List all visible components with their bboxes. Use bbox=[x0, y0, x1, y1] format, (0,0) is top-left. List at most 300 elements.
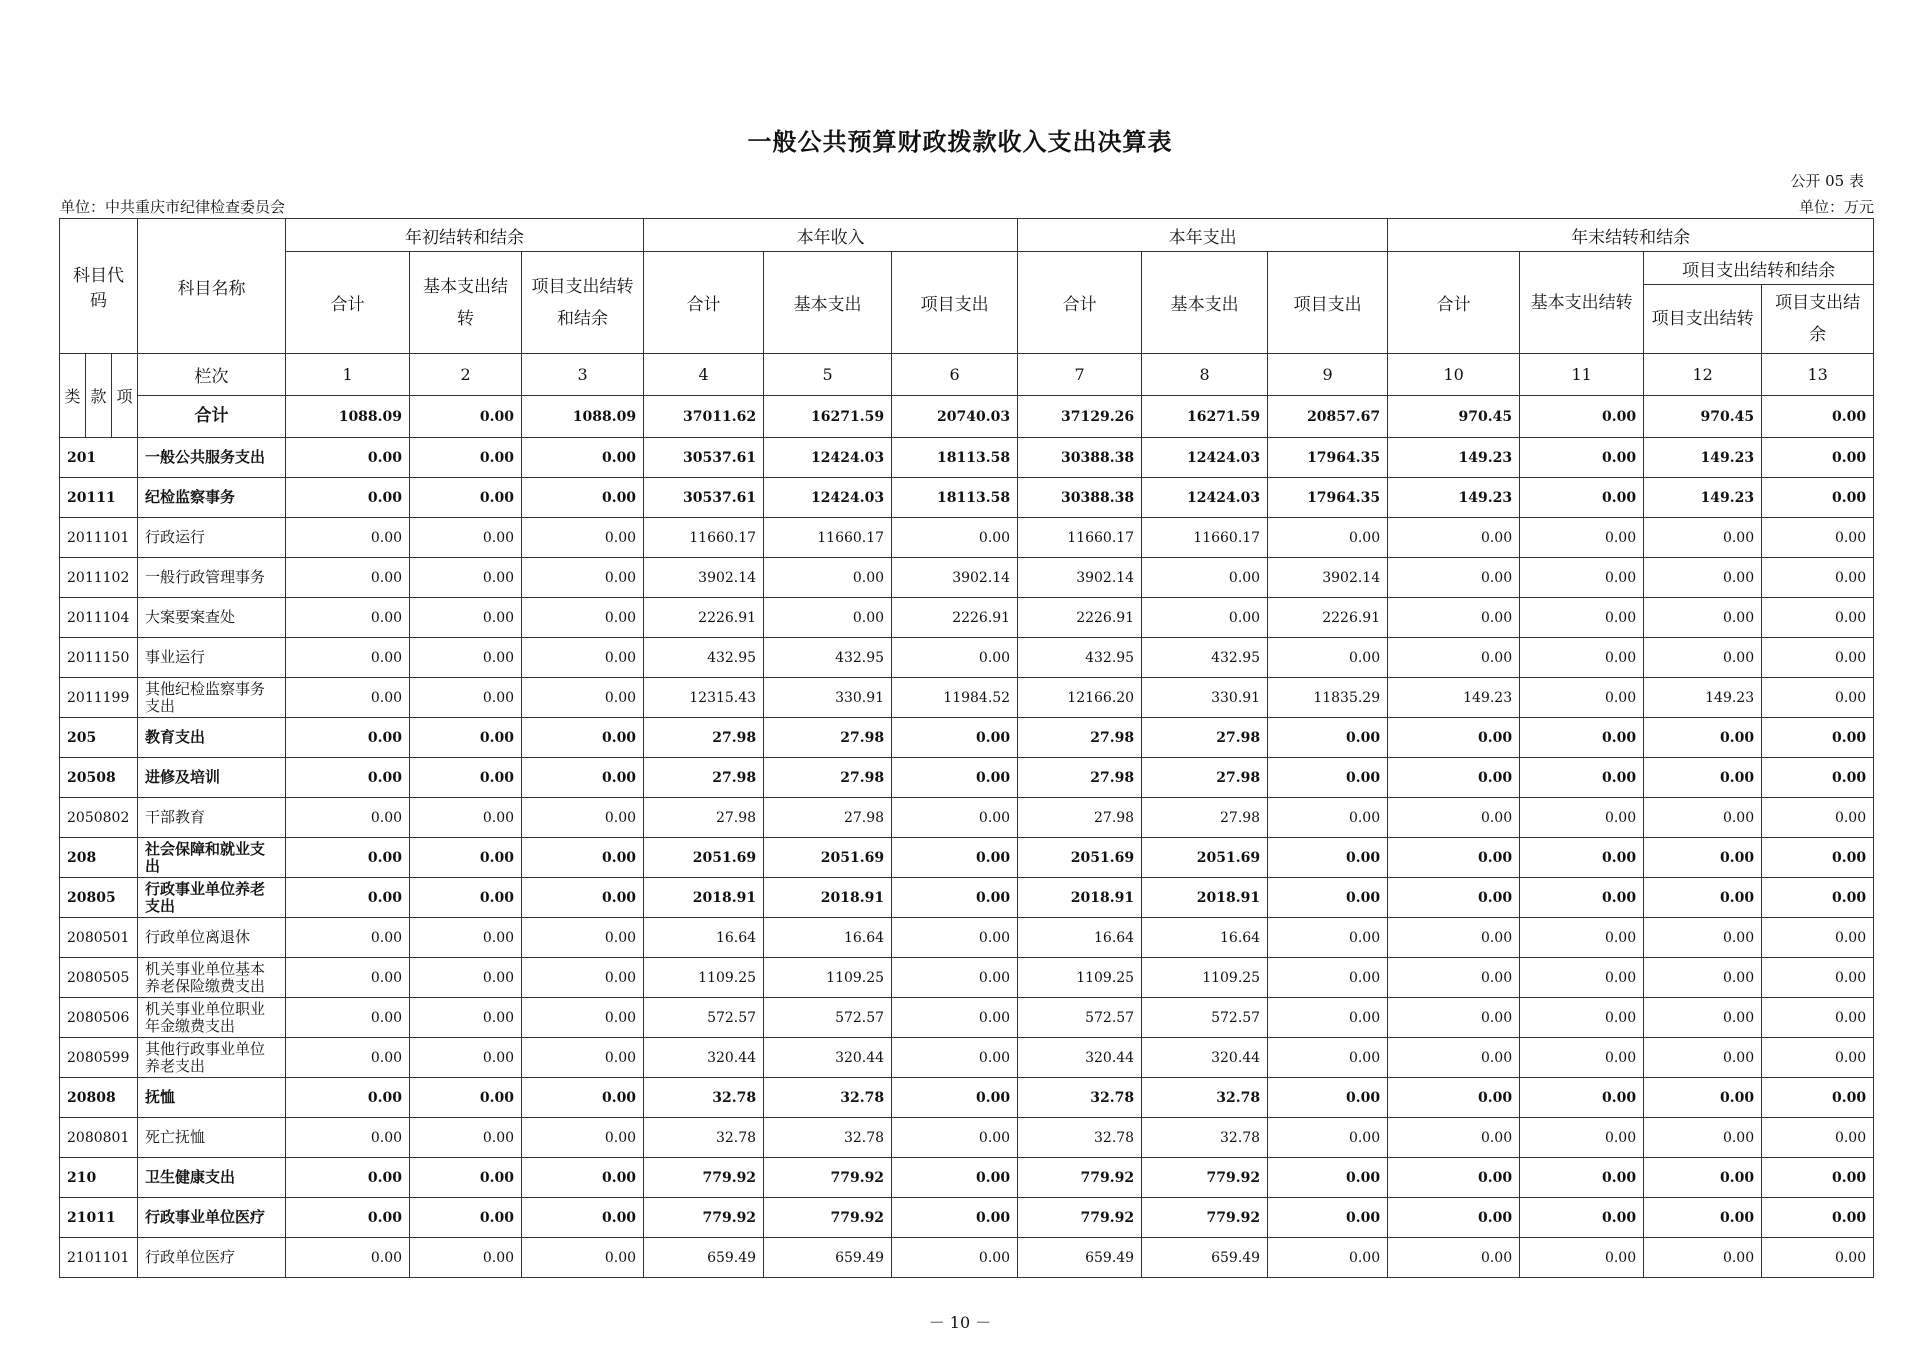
cell-value: 0.00 bbox=[892, 798, 1018, 838]
total-value: 970.45 bbox=[1644, 396, 1762, 438]
cell-value: 0.00 bbox=[286, 518, 410, 558]
cell-value: 0.00 bbox=[1644, 1078, 1762, 1118]
total-value: 16271.59 bbox=[764, 396, 892, 438]
total-row bbox=[60, 396, 1874, 438]
cell-value: 32.78 bbox=[644, 1078, 764, 1118]
column-number: 3 bbox=[522, 354, 644, 396]
subject-code: 21011 bbox=[60, 1198, 138, 1238]
cell-value: 0.00 bbox=[1520, 718, 1644, 758]
cell-value: 0.00 bbox=[1142, 558, 1268, 598]
cell-value: 0.00 bbox=[410, 638, 522, 678]
cell-value: 0.00 bbox=[410, 798, 522, 838]
cell-value: 2018.91 bbox=[764, 878, 892, 918]
cell-value: 18113.58 bbox=[892, 478, 1018, 518]
column-label: 栏次 bbox=[138, 354, 286, 396]
cell-value: 0.00 bbox=[1520, 1238, 1644, 1278]
cell-value: 572.57 bbox=[764, 998, 892, 1038]
subject-code: 2080505 bbox=[60, 958, 138, 998]
cell-value: 0.00 bbox=[286, 1198, 410, 1238]
cell-value: 0.00 bbox=[410, 518, 522, 558]
cell-value: 0.00 bbox=[1388, 1078, 1520, 1118]
cell-value: 0.00 bbox=[1520, 518, 1644, 558]
subject-code: 2080599 bbox=[60, 1038, 138, 1078]
cell-value: 16.64 bbox=[644, 918, 764, 958]
cell-value: 17964.35 bbox=[1268, 478, 1388, 518]
cell-value: 0.00 bbox=[764, 598, 892, 638]
cell-value: 149.23 bbox=[1388, 678, 1520, 718]
cell-value: 0.00 bbox=[1520, 598, 1644, 638]
cell-value: 11660.17 bbox=[1142, 518, 1268, 558]
cell-value: 0.00 bbox=[1644, 1238, 1762, 1278]
cell-value: 0.00 bbox=[1268, 838, 1388, 878]
cell-value: 2018.91 bbox=[1142, 878, 1268, 918]
cell-value: 572.57 bbox=[644, 998, 764, 1038]
cell-value: 0.00 bbox=[1268, 718, 1388, 758]
column-number: 9 bbox=[1268, 354, 1388, 396]
cell-value: 27.98 bbox=[1142, 718, 1268, 758]
column-number: 5 bbox=[764, 354, 892, 396]
cell-value: 0.00 bbox=[286, 1078, 410, 1118]
subject-code: 2101101 bbox=[60, 1238, 138, 1278]
cell-value: 0.00 bbox=[1762, 1118, 1874, 1158]
cell-value: 0.00 bbox=[1762, 1038, 1874, 1078]
cell-value: 0.00 bbox=[286, 838, 410, 878]
cell-value: 0.00 bbox=[1388, 758, 1520, 798]
cell-value: 0.00 bbox=[286, 1038, 410, 1078]
cell-value: 16.64 bbox=[1018, 918, 1142, 958]
unit-currency: 单位：万元 bbox=[1798, 198, 1874, 216]
cell-value: 0.00 bbox=[1762, 878, 1874, 918]
cell-value: 3902.14 bbox=[1268, 558, 1388, 598]
cell-value: 3902.14 bbox=[1018, 558, 1142, 598]
cell-value: 0.00 bbox=[286, 718, 410, 758]
cell-value: 0.00 bbox=[1520, 678, 1644, 718]
cell-value: 1109.25 bbox=[1142, 958, 1268, 998]
cell-value: 0.00 bbox=[1762, 718, 1874, 758]
cell-value: 0.00 bbox=[1762, 758, 1874, 798]
total-value: 0.00 bbox=[1520, 396, 1644, 438]
cell-value: 0.00 bbox=[1388, 598, 1520, 638]
subject-name: 行政事业单位养老支出 bbox=[138, 878, 286, 918]
cell-value: 30537.61 bbox=[644, 438, 764, 478]
cell-value: 0.00 bbox=[1644, 878, 1762, 918]
cell-value: 0.00 bbox=[1520, 1198, 1644, 1238]
cell-value: 0.00 bbox=[1520, 438, 1644, 478]
cell-value: 0.00 bbox=[1762, 1158, 1874, 1198]
cell-value: 18113.58 bbox=[892, 438, 1018, 478]
cell-value: 0.00 bbox=[892, 1158, 1018, 1198]
cell-value: 2226.91 bbox=[1018, 598, 1142, 638]
cell-value: 0.00 bbox=[1388, 1038, 1520, 1078]
cell-value: 0.00 bbox=[286, 878, 410, 918]
cell-value: 0.00 bbox=[286, 918, 410, 958]
cell-value: 0.00 bbox=[286, 1158, 410, 1198]
cell-value: 0.00 bbox=[522, 558, 644, 598]
total-value: 20740.03 bbox=[892, 396, 1018, 438]
cell-value: 0.00 bbox=[522, 518, 644, 558]
cell-value: 0.00 bbox=[410, 998, 522, 1038]
cell-value: 149.23 bbox=[1388, 478, 1520, 518]
header-income-total: 合计 bbox=[644, 252, 764, 354]
cell-value: 1109.25 bbox=[1018, 958, 1142, 998]
cell-value: 0.00 bbox=[1762, 918, 1874, 958]
subject-name: 社会保障和就业支出 bbox=[138, 838, 286, 878]
subject-name: 死亡抚恤 bbox=[138, 1118, 286, 1158]
table-row bbox=[60, 518, 1874, 558]
cell-value: 0.00 bbox=[1268, 1078, 1388, 1118]
cell-value: 12315.43 bbox=[644, 678, 764, 718]
total-value: 37011.62 bbox=[644, 396, 764, 438]
subject-name: 一般行政管理事务 bbox=[138, 558, 286, 598]
cell-value: 779.92 bbox=[1018, 1198, 1142, 1238]
header-end-group: 年末结转和结余 bbox=[1388, 219, 1874, 252]
cell-value: 0.00 bbox=[286, 598, 410, 638]
cell-value: 432.95 bbox=[1018, 638, 1142, 678]
cell-value: 0.00 bbox=[522, 1238, 644, 1278]
cell-value: 0.00 bbox=[1268, 1198, 1388, 1238]
subject-name: 行政运行 bbox=[138, 518, 286, 558]
column-number: 4 bbox=[644, 354, 764, 396]
cell-value: 27.98 bbox=[1142, 798, 1268, 838]
cell-value: 0.00 bbox=[1762, 1078, 1874, 1118]
table-row bbox=[60, 758, 1874, 798]
table-row bbox=[60, 1118, 1874, 1158]
cell-value: 0.00 bbox=[1762, 838, 1874, 878]
subject-code: 205 bbox=[60, 718, 138, 758]
cell-value: 2051.69 bbox=[1018, 838, 1142, 878]
cell-value: 0.00 bbox=[522, 1158, 644, 1198]
cell-value: 320.44 bbox=[764, 1038, 892, 1078]
cell-value: 0.00 bbox=[410, 558, 522, 598]
subject-code: 208 bbox=[60, 838, 138, 878]
cell-value: 0.00 bbox=[1268, 758, 1388, 798]
cell-value: 779.92 bbox=[1018, 1158, 1142, 1198]
cell-value: 0.00 bbox=[286, 638, 410, 678]
cell-value: 0.00 bbox=[522, 758, 644, 798]
cell-value: 27.98 bbox=[1018, 798, 1142, 838]
header-expense-group: 本年支出 bbox=[1018, 219, 1388, 252]
cell-value: 0.00 bbox=[1388, 838, 1520, 878]
subject-name: 行政单位医疗 bbox=[138, 1238, 286, 1278]
subject-code: 2080506 bbox=[60, 998, 138, 1038]
kind-xiang: 项 bbox=[112, 354, 138, 438]
cell-value: 0.00 bbox=[1520, 1118, 1644, 1158]
cell-value: 0.00 bbox=[1762, 558, 1874, 598]
subject-name: 大案要案查处 bbox=[138, 598, 286, 638]
header-end-total: 合计 bbox=[1388, 252, 1520, 354]
subject-name: 行政事业单位医疗 bbox=[138, 1198, 286, 1238]
cell-value: 0.00 bbox=[1644, 558, 1762, 598]
table-row bbox=[60, 1238, 1874, 1278]
cell-value: 2018.91 bbox=[644, 878, 764, 918]
cell-value: 0.00 bbox=[892, 718, 1018, 758]
cell-value: 0.00 bbox=[1520, 878, 1644, 918]
cell-value: 0.00 bbox=[410, 758, 522, 798]
cell-value: 0.00 bbox=[286, 958, 410, 998]
cell-value: 16.64 bbox=[1142, 918, 1268, 958]
column-number: 6 bbox=[892, 354, 1018, 396]
column-number: 13 bbox=[1762, 354, 1874, 396]
cell-value: 330.91 bbox=[764, 678, 892, 718]
page-title: 一般公共预算财政拨款收入支出决算表 bbox=[747, 127, 1173, 156]
table-row bbox=[60, 558, 1874, 598]
cell-value: 0.00 bbox=[286, 558, 410, 598]
column-number: 1 bbox=[286, 354, 410, 396]
header-end-project-carry: 项目支出结转 bbox=[1644, 285, 1762, 354]
cell-value: 27.98 bbox=[764, 798, 892, 838]
table-row bbox=[60, 678, 1874, 718]
cell-value: 0.00 bbox=[410, 718, 522, 758]
cell-value: 0.00 bbox=[1388, 1238, 1520, 1278]
cell-value: 0.00 bbox=[1388, 958, 1520, 998]
table-row bbox=[60, 878, 1874, 918]
cell-value: 0.00 bbox=[1762, 638, 1874, 678]
cell-value: 149.23 bbox=[1388, 438, 1520, 478]
cell-value: 3902.14 bbox=[644, 558, 764, 598]
cell-value: 659.49 bbox=[1018, 1238, 1142, 1278]
total-label: 合计 bbox=[138, 396, 286, 438]
cell-value: 0.00 bbox=[764, 558, 892, 598]
cell-value: 432.95 bbox=[1142, 638, 1268, 678]
cell-value: 0.00 bbox=[1644, 1158, 1762, 1198]
cell-value: 0.00 bbox=[410, 1198, 522, 1238]
subject-name: 进修及培训 bbox=[138, 758, 286, 798]
subject-name: 教育支出 bbox=[138, 718, 286, 758]
cell-value: 0.00 bbox=[1388, 878, 1520, 918]
cell-value: 0.00 bbox=[1644, 598, 1762, 638]
cell-value: 0.00 bbox=[1268, 518, 1388, 558]
cell-value: 0.00 bbox=[1762, 1198, 1874, 1238]
header-expense-total: 合计 bbox=[1018, 252, 1142, 354]
cell-value: 0.00 bbox=[1268, 958, 1388, 998]
cell-value: 0.00 bbox=[1644, 718, 1762, 758]
cell-value: 2051.69 bbox=[764, 838, 892, 878]
cell-value: 0.00 bbox=[892, 1118, 1018, 1158]
column-number: 10 bbox=[1388, 354, 1520, 396]
header-end-basic-carry: 基本支出结转 bbox=[1520, 252, 1644, 354]
cell-value: 149.23 bbox=[1644, 678, 1762, 718]
cell-value: 432.95 bbox=[764, 638, 892, 678]
subject-code: 201 bbox=[60, 438, 138, 478]
table-row bbox=[60, 918, 1874, 958]
subject-code: 20111 bbox=[60, 478, 138, 518]
cell-value: 0.00 bbox=[892, 1198, 1018, 1238]
subject-code: 2011104 bbox=[60, 598, 138, 638]
subject-name: 其他行政事业单位养老支出 bbox=[138, 1038, 286, 1078]
subject-code: 2011150 bbox=[60, 638, 138, 678]
table-row bbox=[60, 1198, 1874, 1238]
cell-value: 0.00 bbox=[522, 798, 644, 838]
subject-name: 行政单位离退休 bbox=[138, 918, 286, 958]
cell-value: 0.00 bbox=[522, 478, 644, 518]
cell-value: 0.00 bbox=[1762, 598, 1874, 638]
cell-value: 27.98 bbox=[764, 718, 892, 758]
cell-value: 1109.25 bbox=[644, 958, 764, 998]
cell-value: 0.00 bbox=[1268, 1158, 1388, 1198]
cell-value: 0.00 bbox=[410, 1158, 522, 1198]
cell-value: 11984.52 bbox=[892, 678, 1018, 718]
cell-value: 0.00 bbox=[522, 838, 644, 878]
cell-value: 0.00 bbox=[522, 1078, 644, 1118]
unit-organization: 单位：中共重庆市纪律检查委员会 bbox=[60, 198, 286, 216]
cell-value: 2226.91 bbox=[1268, 598, 1388, 638]
cell-value: 0.00 bbox=[1268, 918, 1388, 958]
cell-value: 0.00 bbox=[1644, 798, 1762, 838]
cell-value: 0.00 bbox=[410, 1238, 522, 1278]
subject-name: 干部教育 bbox=[138, 798, 286, 838]
cell-value: 0.00 bbox=[522, 1198, 644, 1238]
table-row bbox=[60, 718, 1874, 758]
table-row bbox=[60, 478, 1874, 518]
total-value: 20857.67 bbox=[1268, 396, 1388, 438]
cell-value: 0.00 bbox=[1268, 998, 1388, 1038]
subject-name: 机关事业单位职业年金缴费支出 bbox=[138, 998, 286, 1038]
cell-value: 0.00 bbox=[286, 758, 410, 798]
cell-value: 779.92 bbox=[644, 1198, 764, 1238]
cell-value: 0.00 bbox=[1644, 518, 1762, 558]
cell-value: 0.00 bbox=[1520, 1078, 1644, 1118]
cell-value: 779.92 bbox=[644, 1158, 764, 1198]
cell-value: 0.00 bbox=[1268, 1118, 1388, 1158]
header-end-project-balance: 项目支出结余 bbox=[1762, 285, 1874, 354]
cell-value: 659.49 bbox=[764, 1238, 892, 1278]
cell-value: 30388.38 bbox=[1018, 438, 1142, 478]
cell-value: 0.00 bbox=[1142, 598, 1268, 638]
cell-value: 2226.91 bbox=[892, 598, 1018, 638]
subject-code: 20808 bbox=[60, 1078, 138, 1118]
table-row bbox=[60, 798, 1874, 838]
cell-value: 32.78 bbox=[764, 1118, 892, 1158]
cell-value: 0.00 bbox=[286, 478, 410, 518]
cell-value: 149.23 bbox=[1644, 478, 1762, 518]
cell-value: 0.00 bbox=[522, 958, 644, 998]
subject-name: 事业运行 bbox=[138, 638, 286, 678]
subject-name: 卫生健康支出 bbox=[138, 1158, 286, 1198]
subject-code: 210 bbox=[60, 1158, 138, 1198]
header-expense-basic: 基本支出 bbox=[1142, 252, 1268, 354]
cell-value: 0.00 bbox=[410, 1038, 522, 1078]
cell-value: 0.00 bbox=[410, 678, 522, 718]
cell-value: 0.00 bbox=[1520, 478, 1644, 518]
total-value: 1088.09 bbox=[522, 396, 644, 438]
cell-value: 0.00 bbox=[410, 478, 522, 518]
subject-code: 20508 bbox=[60, 758, 138, 798]
subject-code: 2080801 bbox=[60, 1118, 138, 1158]
cell-value: 27.98 bbox=[644, 798, 764, 838]
cell-value: 12424.03 bbox=[764, 438, 892, 478]
subject-name: 其他纪检监察事务支出 bbox=[138, 678, 286, 718]
column-number: 7 bbox=[1018, 354, 1142, 396]
header-code: 科目代码 bbox=[60, 219, 138, 354]
cell-value: 0.00 bbox=[1762, 1238, 1874, 1278]
cell-value: 779.92 bbox=[764, 1158, 892, 1198]
table-row bbox=[60, 998, 1874, 1038]
subject-name: 纪检监察事务 bbox=[138, 478, 286, 518]
header-end-project-group: 项目支出结转和结余 bbox=[1644, 252, 1874, 285]
cell-value: 30537.61 bbox=[644, 478, 764, 518]
cell-value: 3902.14 bbox=[892, 558, 1018, 598]
cell-value: 0.00 bbox=[892, 1078, 1018, 1118]
cell-value: 0.00 bbox=[1268, 798, 1388, 838]
cell-value: 0.00 bbox=[522, 678, 644, 718]
column-number: 11 bbox=[1520, 354, 1644, 396]
cell-value: 659.49 bbox=[1142, 1238, 1268, 1278]
cell-value: 27.98 bbox=[644, 718, 764, 758]
cell-value: 12424.03 bbox=[1142, 478, 1268, 518]
cell-value: 32.78 bbox=[644, 1118, 764, 1158]
cell-value: 2051.69 bbox=[644, 838, 764, 878]
cell-value: 0.00 bbox=[1644, 998, 1762, 1038]
cell-value: 0.00 bbox=[892, 878, 1018, 918]
column-number: 8 bbox=[1142, 354, 1268, 396]
cell-value: 32.78 bbox=[764, 1078, 892, 1118]
cell-value: 0.00 bbox=[1520, 1158, 1644, 1198]
cell-value: 0.00 bbox=[1388, 718, 1520, 758]
column-number: 2 bbox=[410, 354, 522, 396]
cell-value: 0.00 bbox=[286, 1238, 410, 1278]
cell-value: 0.00 bbox=[1520, 758, 1644, 798]
subject-name: 抚恤 bbox=[138, 1078, 286, 1118]
total-value: 37129.26 bbox=[1018, 396, 1142, 438]
cell-value: 0.00 bbox=[892, 918, 1018, 958]
cell-value: 0.00 bbox=[892, 758, 1018, 798]
cell-value: 0.00 bbox=[1644, 958, 1762, 998]
table-row bbox=[60, 838, 1874, 878]
header-name: 科目名称 bbox=[138, 219, 286, 354]
kind-lei: 类 bbox=[60, 354, 86, 438]
cell-value: 320.44 bbox=[1018, 1038, 1142, 1078]
cell-value: 11660.17 bbox=[1018, 518, 1142, 558]
cell-value: 779.92 bbox=[764, 1198, 892, 1238]
header-expense-project: 项目支出 bbox=[1268, 252, 1388, 354]
cell-value: 0.00 bbox=[1644, 1038, 1762, 1078]
cell-value: 2226.91 bbox=[644, 598, 764, 638]
cell-value: 32.78 bbox=[1142, 1078, 1268, 1118]
cell-value: 17964.35 bbox=[1268, 438, 1388, 478]
cell-value: 11660.17 bbox=[644, 518, 764, 558]
cell-value: 0.00 bbox=[1268, 1038, 1388, 1078]
cell-value: 11660.17 bbox=[764, 518, 892, 558]
cell-value: 0.00 bbox=[286, 1118, 410, 1158]
cell-value: 0.00 bbox=[410, 838, 522, 878]
cell-value: 320.44 bbox=[1142, 1038, 1268, 1078]
cell-value: 572.57 bbox=[1142, 998, 1268, 1038]
cell-value: 0.00 bbox=[286, 998, 410, 1038]
cell-value: 320.44 bbox=[644, 1038, 764, 1078]
cell-value: 0.00 bbox=[1762, 798, 1874, 838]
cell-value: 0.00 bbox=[1520, 998, 1644, 1038]
cell-value: 779.92 bbox=[1142, 1158, 1268, 1198]
cell-value: 0.00 bbox=[1644, 838, 1762, 878]
cell-value: 0.00 bbox=[892, 638, 1018, 678]
column-number: 12 bbox=[1644, 354, 1762, 396]
cell-value: 149.23 bbox=[1644, 438, 1762, 478]
cell-value: 0.00 bbox=[286, 438, 410, 478]
cell-value: 0.00 bbox=[522, 1038, 644, 1078]
cell-value: 0.00 bbox=[1762, 958, 1874, 998]
cell-value: 0.00 bbox=[1762, 678, 1874, 718]
cell-value: 0.00 bbox=[1520, 798, 1644, 838]
cell-value: 27.98 bbox=[644, 758, 764, 798]
cell-value: 0.00 bbox=[522, 638, 644, 678]
total-value: 0.00 bbox=[410, 396, 522, 438]
subject-code: 2050802 bbox=[60, 798, 138, 838]
table-row bbox=[60, 438, 1874, 478]
kind-kuan: 款 bbox=[86, 354, 112, 438]
cell-value: 0.00 bbox=[410, 598, 522, 638]
table-row bbox=[60, 958, 1874, 998]
cell-value: 0.00 bbox=[410, 958, 522, 998]
